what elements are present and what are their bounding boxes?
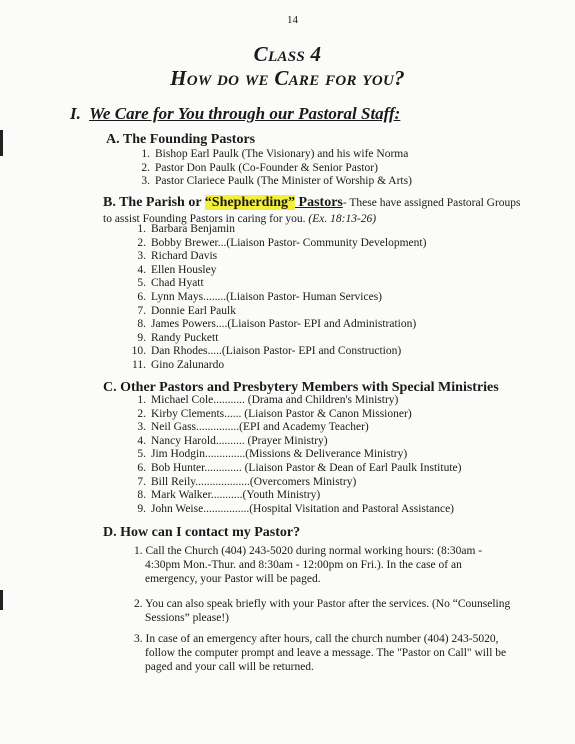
binder-hole-mark [0,130,3,156]
list-item: 1. Bishop Earl Paulk (The Visionary) and his wife Norma [141,148,409,160]
founding-pastors-heading: A. The Founding Pastors [106,132,256,147]
list-item: 8. Mark Walker...........(Youth Ministry) [137,489,321,502]
list-item: 4. Nancy Harold.......... (Prayer Ministry) [137,434,328,447]
list-item: 11. Gino Zalunardo [132,358,225,371]
list-item: 9. Randy Puckett [137,331,219,344]
list-item: 10. Dan Rhodes.....(Liaison Pastor- EPI and Construction) [131,345,402,358]
scripture-reference: (Ex. 18:13-26) [308,213,377,225]
list-item: 2. Pastor Don Paulk (Co-Founder & Senior Pastor) [141,161,378,174]
parish-pastors-desc: to assist Founding Pastors in caring for you. (Ex. 18:13-26) [103,213,377,225]
section-numeral: I. [70,104,81,123]
list-item: 9. John Weise................(Hospital Visitation and Pastoral Assistance) [137,502,454,515]
list-item: 6. Lynn Mays........(Liaison Pastor- Human Services) [137,290,383,303]
list-item: 4. Ellen Housley [137,263,217,276]
list-item: 7. Donnie Earl Paulk [137,304,236,317]
class-title: Class 4 [253,42,322,66]
list-item: 3. Richard Davis [137,250,218,263]
list-item: 1. Michael Cole........... (Drama and Children's Ministry) [137,394,399,406]
contact-item: 2. You can also speak briefly with your Pastor after the services. (No “Counseling Sessions” please!) [134,598,511,624]
other-pastors-list [130,394,461,516]
contact-item: 3. In case of an emergency after hours, call the church number (404) 243-5020, follow the computer prompt and leave a message. The "Pastor on Call" will be paged and your call will be returned. [134,633,507,673]
list-item: 2. Bobby Brewer...(Liaison Pastor- Community Development) [137,236,427,249]
list-item: 8. James Powers....(Liaison Pastor- EPI and Administration) [137,318,417,331]
list-item: 5. Jim Hodgin..............(Missions & Deliverance Ministry) [137,448,408,461]
list-item: 2. Kirby Clements...... (Liaison Pastor & Canon Missioner) [137,407,412,420]
contact-heading: D. How can I contact my Pastor? [103,525,301,540]
binder-hole-mark [0,590,3,610]
highlighted-word: “Shepherding” [204,195,296,210]
other-pastors-heading: C. Other Pastors and Presbytery Members with Special Ministries [103,380,499,395]
section-title: We Care for You through our Pastoral Staff: [89,104,401,123]
list-item: 7. Bill Reily...................(Overcomers Ministry) [137,475,357,488]
list-item: 1. Barbara Benjamin [137,223,235,235]
class-subtitle: How do we Care for you? [170,66,405,90]
contact-item: 1. Call the Church (404) 243-5020 during normal working hours: (8:30am - 4:30pm Mon.-Thur. and 8:30am - 12:00pm on Fri.). In the case of an emergency, your Pastor will be paged. [134,545,483,585]
list-item: 3. Pastor Clariece Paulk (The Minister of Worship & Arts) [141,175,412,188]
founding-pastors-list [134,148,412,189]
parish-pastors-heading: B. The Parish or “Shepherding” Pastors- These have assigned Pastoral Groups [103,195,521,210]
list-item: 3. Neil Gass...............(EPI and Academy Teacher) [137,421,369,434]
page-number: 14 [287,14,298,26]
list-item: 6. Bob Hunter............. (Liaison Pastor & Dean of Earl Paulk Institute) [137,461,462,474]
section-heading [70,104,400,124]
list-item: 5. Chad Hyatt [137,277,204,290]
parish-pastors-list [130,223,426,373]
